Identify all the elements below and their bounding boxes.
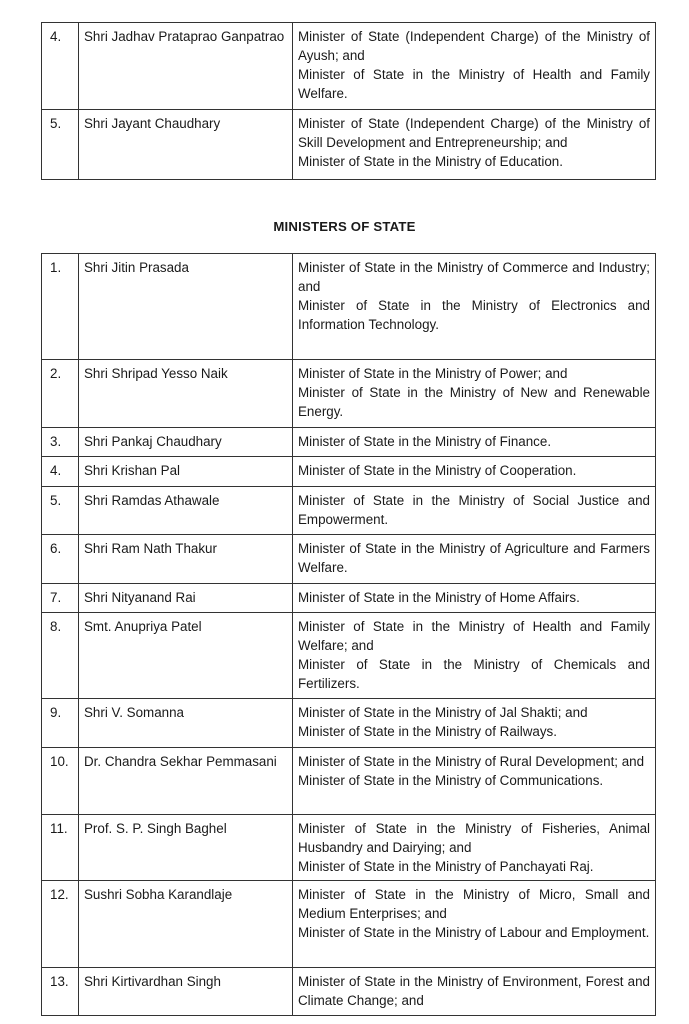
minister-name: Shri Shripad Yesso Naik — [79, 360, 293, 428]
portfolio — [293, 968, 656, 1016]
portfolio — [293, 748, 656, 815]
portfolio-line: Minister of State in the Ministry of Health and Family Welfare; and — [298, 619, 650, 653]
minister-name: Sushri Sobha Karandlaje — [79, 881, 293, 968]
minister-name: Shri Nityanand Rai — [79, 584, 293, 613]
portfolio-line: Minister of State in the Ministry of Social Justice and Empowerment. — [298, 493, 650, 527]
table-row — [42, 428, 656, 457]
serial-number: 3. — [42, 428, 79, 457]
portfolio — [293, 360, 656, 428]
portfolio-line: Minister of State in the Ministry of Communications. — [298, 773, 604, 788]
portfolio-line: Minister of State in the Ministry of Panchayati Raj. — [298, 859, 594, 874]
serial-number: 1. — [42, 254, 79, 360]
portfolio — [293, 584, 656, 613]
portfolio — [293, 881, 656, 968]
table-row — [42, 613, 656, 699]
portfolio — [293, 457, 656, 487]
portfolio-line: Minister of State in the Ministry of Commerce and Industry; and — [298, 260, 650, 294]
section-heading: MINISTERS OF STATE — [273, 219, 416, 234]
table-row — [42, 584, 656, 613]
serial-number: 12. — [42, 881, 79, 968]
portfolio-line: Minister of State in the Ministry of New and Renewable Energy. — [298, 385, 650, 419]
portfolio-line: Minister of State in the Ministry of Labour and Employment. — [298, 925, 650, 940]
portfolio-line: Minister of State in the Ministry of Electronics and Information Technology. — [298, 298, 650, 332]
serial-number: 5. — [42, 110, 79, 180]
minister-name: Shri Pankaj Chaudhary — [79, 428, 293, 457]
portfolio — [293, 699, 656, 748]
minister-name: Dr. Chandra Sekhar Pemmasani — [79, 748, 293, 815]
table-row — [42, 748, 656, 815]
portfolio-line: Minister of State in the Ministry of Fisheries, Animal Husbandry and Dairying; and — [298, 821, 650, 855]
portfolio-line: Minister of State in the Ministry of Agriculture and Farmers Welfare. — [298, 541, 650, 575]
portfolio-line: Minister of State in the Ministry of Micro, Small and Medium Enterprises; and — [298, 887, 650, 921]
minister-name: Prof. S. P. Singh Baghel — [79, 815, 293, 881]
table-row — [42, 535, 656, 584]
minister-name: Shri V. Somanna — [79, 699, 293, 748]
portfolio-line: Minister of State in the Ministry of Cooperation. — [298, 463, 577, 478]
table-row — [42, 360, 656, 428]
minister-name: Shri Ram Nath Thakur — [79, 535, 293, 584]
portfolio-line: Minister of State (Independent Charge) of the Ministry of Skill Development and Entrepreneurship; and — [298, 116, 650, 150]
table-row — [42, 699, 656, 748]
minister-name: Shri Kirtivardhan Singh — [79, 968, 293, 1016]
portfolio-line: Minister of State in the Ministry of Rural Development; and — [298, 754, 645, 769]
table-row — [42, 254, 656, 360]
portfolio-line: Minister of State in the Ministry of Education. — [298, 154, 563, 169]
portfolio — [293, 613, 656, 699]
minister-name: Shri Krishan Pal — [79, 457, 293, 487]
table-row — [42, 110, 656, 180]
portfolio-line: Minister of State in the Ministry of Environment, Forest and Climate Change; and — [298, 974, 650, 1008]
portfolio — [293, 428, 656, 457]
serial-number: 6. — [42, 535, 79, 584]
portfolio — [293, 535, 656, 584]
minister-name: Shri Jitin Prasada — [79, 254, 293, 360]
portfolio — [293, 815, 656, 881]
portfolio — [293, 487, 656, 535]
serial-number: 9. — [42, 699, 79, 748]
table-row — [42, 23, 656, 110]
ministers-of-state-table — [41, 253, 656, 1016]
minister-name: Shri Ramdas Athawale — [79, 487, 293, 535]
table-row — [42, 457, 656, 487]
portfolio — [293, 23, 656, 110]
serial-number: 8. — [42, 613, 79, 699]
portfolio — [293, 110, 656, 180]
serial-number: 10. — [42, 748, 79, 815]
portfolio-line: Minister of State (Independent Charge) of the Ministry of Ayush; and — [298, 29, 650, 63]
serial-number: 11. — [42, 815, 79, 881]
portfolio-line: Minister of State in the Ministry of Health and Family Welfare. — [298, 67, 650, 101]
table-row — [42, 815, 656, 881]
portfolio-line: Minister of State in the Ministry of Jal Shakti; and — [298, 705, 588, 720]
minister-name: Smt. Anupriya Patel — [79, 613, 293, 699]
portfolio-line: Minister of State in the Ministry of Chemicals and Fertilizers. — [298, 657, 650, 691]
minister-name: Shri Jayant Chaudhary — [79, 110, 293, 180]
serial-number: 4. — [42, 457, 79, 487]
portfolio — [293, 254, 656, 360]
serial-number: 4. — [42, 23, 79, 110]
serial-number: 13. — [42, 968, 79, 1016]
cabinet-continued-table — [41, 22, 656, 180]
serial-number: 5. — [42, 487, 79, 535]
serial-number: 2. — [42, 360, 79, 428]
table-row — [42, 487, 656, 535]
table-row — [42, 881, 656, 968]
portfolio-line: Minister of State in the Ministry of Finance. — [298, 434, 552, 449]
portfolio-line: Minister of State in the Ministry of Home Affairs. — [298, 590, 580, 605]
table-row — [42, 968, 656, 1016]
serial-number: 7. — [42, 584, 79, 613]
portfolio-line: Minister of State in the Ministry of Railways. — [298, 724, 557, 739]
portfolio-line: Minister of State in the Ministry of Power; and — [298, 366, 568, 381]
minister-name: Shri Jadhav Prataprao Ganpatrao — [79, 23, 293, 110]
